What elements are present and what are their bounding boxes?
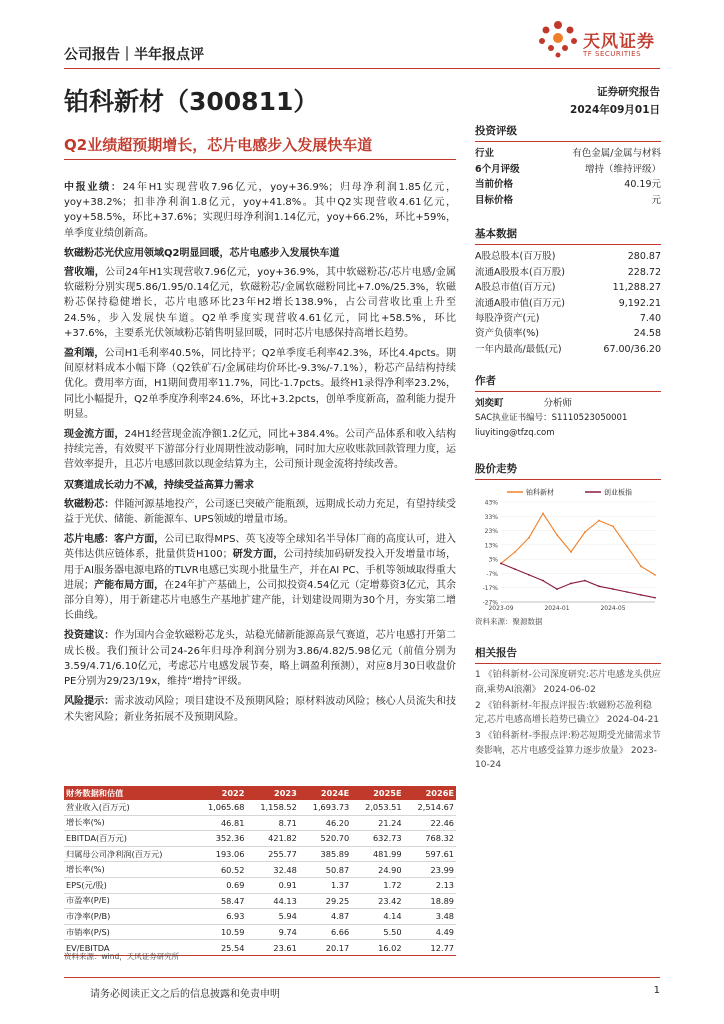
sidebar [475,123,661,774]
table-cell: 193.06 [194,846,246,862]
paragraph-revenue [64,265,456,341]
table-row [64,924,456,940]
table-cell: 2,053.51 [351,800,403,815]
y-tick-label: 13% [484,542,498,550]
basic-data-row [475,342,661,357]
table-cell: 421.82 [246,831,298,847]
author-title: 作者 [475,373,661,392]
table-cell: EBITDA(百万元) [64,831,194,847]
y-tick-label: -7% [486,571,498,579]
table-cell: 增长率(%) [64,862,194,878]
paragraph-head: 软磁粉芯： [64,498,115,510]
kv-key: 当前价格 [475,179,514,191]
table-body [64,800,456,955]
table-cell: 5.50 [351,924,403,940]
table-row [64,909,456,925]
table-header-cell: 2026E [404,786,456,800]
y-tick-label: 33% [484,514,498,522]
table-header-cell: 2023 [246,786,298,800]
header-divider [64,68,660,69]
paragraph-head: 芯片电感： [64,534,115,546]
kv-value: 24.58 [633,328,661,340]
series-point [528,574,530,576]
paragraph-chip-inductor [64,532,456,623]
table-cell: 1.72 [351,877,403,893]
author-email[interactable]: liuyiting@tfzq.com [475,428,555,439]
kv-key: 资产负债率(%) [475,328,539,340]
rating-title: 投资评级 [475,123,661,142]
table-cell: 2,514.67 [404,800,456,815]
table-cell: 10.59 [194,924,246,940]
kv-value: 40.19元 [624,179,661,191]
kv-key: 6个月评级 [475,163,520,175]
table-row [64,893,456,909]
table-cell: 6.66 [299,924,351,940]
table-cell: 16.02 [351,940,403,956]
x-tick-label: 2024-01 [544,605,570,613]
table-header-cell: 2024E [299,786,351,800]
paragraph-text: 在24年扩产基础上，公司拟投资4.54亿元（定增募资3亿元，其余部分自筹），用于新建芯片电感生产基地扩建产能，计划建设周期为30个月，夯实第二增长曲线。 [64,579,457,622]
financial-table-source: 资料来源：wind，天风证券研究所 [64,952,180,961]
kv-value: 增持（维持评级） [584,163,661,175]
table-cell: 18.89 [404,893,456,909]
table-cell: 6.93 [194,909,246,925]
stock-chart-source: 资料来源：聚源数据 [475,617,543,627]
table-cell: 21.24 [351,815,403,831]
report-label: 证券研究报告 [597,86,660,98]
table-row [64,831,456,847]
stock-chart-svg [475,484,661,614]
paragraph-text: 公司持续加码研发投入开发增量市场，用于AI服务器电源电路的TLVR电感已实现小批量生产，并在AI PC、手机等领域取得重大进展； [64,549,457,591]
paragraph-subhead: 客户方面， [114,534,165,546]
table-cell: 3.48 [404,909,456,925]
paragraph-head: 投资建议： [64,630,115,642]
paragraph-text: 24H1经营现金流净额1.2亿元，同比+384.4%。公司产品体系和收入结构持续完善，有效熨平下游部分行业周期性波动影响，同时加大应收账款回款管理力度，运营效率提升，且芯片电感回款以现金结算为主，公司预计现金流将持续改善。 [64,429,456,471]
paragraph-head: 中报业绩： [64,182,123,193]
series-point [640,594,642,596]
table-cell: 32.48 [246,862,298,878]
paragraph-head: 盈利端， [64,348,105,360]
series-line-2 [501,564,655,598]
kv-value: 280.87 [627,251,661,263]
table-cell: 20.17 [299,940,351,956]
author-name: 刘奕町 [475,398,504,410]
series-point [626,546,628,548]
paragraph-text: 公司已取得MPS、英飞凌等全球知名半导体厂商的高度认可，进入英伟达供应链体系，批量供货H100； [64,534,457,561]
report-type: 公司报告｜半年报点评 [64,47,204,63]
table-row [64,815,456,831]
report-date: 2024年09月01日 [570,104,660,116]
kv-key: A股总市值(百万元) [475,282,556,294]
table-cell: 2.13 [404,877,456,893]
related-report-item[interactable]: 2 《铂科新材-年报点评报告:软磁粉芯盈利稳定,芯片电感高增长趋势已确立》 2024-04-21 [475,700,660,726]
table-cell: 597.61 [404,846,456,862]
table-cell: 4.87 [299,909,351,925]
table-cell: 768.32 [404,831,456,847]
kv-value: 67.00/36.20 [603,343,661,355]
table-header-cell: 2025E [351,786,403,800]
rating-target [475,193,661,209]
y-tick-label: 23% [484,528,498,536]
y-tick-label: 43% [484,499,498,507]
logo-english-name: TF SECURITIES [583,50,642,58]
table-row [64,862,456,878]
table-cell: 60.52 [194,862,246,878]
stock-chart [475,484,661,614]
table-cell: 市销率(P/S) [64,924,194,940]
series-point [654,574,656,576]
table-cell: 归属母公司净利润(百万元) [64,846,194,862]
kv-key: 每股净资产(元) [475,313,540,324]
series-point [542,580,544,582]
y-tick-label: 3% [488,556,498,564]
main-body [64,180,456,730]
table-cell: 46.20 [299,815,351,831]
paragraph-text: 24年H1实现营收7.96亿元，yoy+36.9%；归母净利润1.85亿元，yoy+38.2%；扣非净利润1.8亿元，yoy+41.8%。其中Q2实现营收4.61亿元，yoy+58.5%，环比+37.6%；实现归母净利润1.14亿元，yoy+66.2%，环比+59%，单季度业绩创新高。 [64,182,457,239]
table-cell: 12.77 [404,940,456,956]
paragraph-investment-advice [64,628,456,689]
paragraph-head: 营收端， [64,267,106,279]
series-point [528,537,530,539]
kv-key: 流通A股市值(百万元) [475,297,565,309]
company-logo-icon [535,16,581,62]
series-point [514,551,516,553]
footer-divider [64,977,660,978]
series-point [556,588,558,590]
table-cell: EV/EBITDA [64,940,194,956]
table-cell: 385.89 [299,846,351,862]
table-cell: 4.14 [351,909,403,925]
basic-data-list [475,249,661,357]
kv-key: 一年内最高/最低(元) [475,343,562,355]
paragraph-risk [64,694,456,724]
series-point [612,588,614,590]
basic-data-row [475,311,661,326]
table-cell: 23.61 [246,940,298,956]
basic-data-title: 基本数据 [475,226,661,245]
paragraph-text: 需求波动风险；项目建设不及预期风险；原材料波动风险；核心人员流失和技术失密风险；新业务拓展不及预期风险。 [64,696,457,723]
rating-industry [475,146,661,162]
table-cell: 0.91 [246,877,298,893]
table-cell: 22.46 [404,815,456,831]
kv-key: 行业 [475,148,495,159]
series-point [640,566,642,568]
table-cell: 24.90 [351,862,403,878]
paragraph-text: 伴随河源基地投产，公司逐已突破产能瓶颈，远期成长动力充足，有望持续受益于光伏、储能、新能源车、UPS领域的增量市场。 [64,498,457,526]
table-cell: EPS(元/股) [64,877,194,893]
table-cell: 23.42 [351,893,403,909]
paragraph-powder-core [64,497,456,527]
basic-data-row [475,280,661,295]
company-title: 铂科新材（300811） [64,87,319,116]
paragraph-cashflow [64,427,456,473]
table-cell: 352.36 [194,831,246,847]
author-role: 分析师 [543,398,573,410]
series-point [570,583,572,585]
table-cell: 9.74 [246,924,298,940]
author-name-line [475,396,661,411]
basic-data-row [475,296,661,311]
y-tick-label: -17% [482,585,498,593]
legend-label: 创业板指 [604,488,632,497]
table-row [64,846,456,862]
section-heading: 软磁粉芯光伏应用领域Q2明显回暖，芯片电感步入发展快车道 [64,247,340,259]
table-cell: 25.54 [194,940,246,956]
rating-6m [475,162,661,178]
series-point [598,520,600,522]
kv-value: 9,192.21 [618,297,661,309]
table-cell: 5.94 [246,909,298,925]
rating-price [475,177,661,193]
table-header-cell: 财务数据和估值 [64,786,194,800]
table-cell: 1,065.68 [194,800,246,815]
author-sac: SAC执业证书编号：S1110523050001 [475,413,628,424]
table-cell: 46.81 [194,815,246,831]
table-cell: 58.47 [194,893,246,909]
table-cell: 520.70 [299,831,351,847]
x-tick-label: 2023-09 [488,605,514,613]
basic-data-row [475,326,661,341]
series-point [598,586,600,588]
table-row [64,800,456,815]
section-heading: 双赛道成长动力不减，持续受益高算力需求 [64,479,254,491]
table-cell: 1.37 [299,877,351,893]
table-cell: 8.71 [246,815,298,831]
series-point [500,563,502,565]
table-header-cell: 2022 [194,786,246,800]
table-cell: 营业收入(百万元) [64,800,194,815]
stock-chart-title: 股价走势 [475,461,661,480]
kv-value: 7.40 [639,313,661,324]
table-cell: 市净率(P/B) [64,909,194,925]
table-cell: 50.87 [299,862,351,878]
series-point [626,591,628,593]
series-point [556,534,558,536]
kv-value: 元 [651,194,661,206]
y-tick-label: -27% [482,599,498,607]
related-reports-list [475,668,661,772]
series-point [584,580,586,582]
kv-value: 有色金属/金属与材料 [572,148,661,159]
related-report-item[interactable]: 3 《铂科新材-季报点评:粉芯短期受光储需求节奏影响，芯片电感受益算力逐步放量》 2023-10-24 [475,731,661,770]
series-point [570,551,572,553]
paragraph-interim-results [64,180,456,241]
table-cell: 632.73 [351,831,403,847]
kv-key: 目标价格 [475,194,514,206]
series-point [584,531,586,533]
kv-key: 流通A股股本(百万股) [475,266,565,278]
basic-data-row [475,265,661,280]
kv-key: A股总股本(百万股) [475,251,556,263]
table-cell: 23.99 [404,862,456,878]
related-reports-title: 相关报告 [475,645,661,664]
series-point [542,513,544,515]
report-subtitle: Q2业绩超预期增长，芯片电感步入发展快车道 [64,136,373,154]
series-line-1 [501,514,655,576]
table-cell: 255.77 [246,846,298,862]
page-number: 1 [653,985,660,996]
series-point [514,568,516,570]
table-row [64,877,456,893]
series-point [654,597,656,599]
paragraph-head: 现金流方面， [64,429,125,441]
table-cell: 市盈率(P/E) [64,893,194,909]
paragraph-text: 作为国内合金软磁粉芯龙头，站稳光储新能源高景气赛道，芯片电感打开第二成长极。我们预计公司24-26年归母净利润分别为3.86/4.82/5.98亿元（前值分别为3.59/4.71/6.10亿元，考虑芯片电感发展节奏，略上调盈利预测），对应8月30日收盘价PE分别为29/23/19x，维持“增持”评级。 [64,630,457,688]
table-cell: 0.69 [194,877,246,893]
financial-table [64,786,456,956]
legend-label: 铂科新材 [526,488,554,497]
table-cell: 4.49 [404,924,456,940]
logo-name: 天风证券 [583,32,655,52]
series-point [612,526,614,528]
paragraph-profit [64,346,456,422]
kv-value: 11,288.27 [612,282,661,294]
paragraph-text: 公司H1毛利率40.5%，同比持平；Q2单季度毛利率42.3%，环比4.4pcts。期间原材料成本小幅下降（Q2铁矿石/金属硅均价环比-9.3%/-7.1%），粉芯产品结构持续优化。费用率方面，H1期间费用率11.7%，同比-1.7pcts。最终H1录得净利率23.2%，同比小幅提升，Q2单季度净利率24.6%，环比+3.2pcts，创单季度新高，盈利能力提升明显。 [64,348,457,420]
table-cell: 1,693.73 [299,800,351,815]
table-cell: 44.13 [246,893,298,909]
footer-disclaimer: 请务必阅读正文之后的信息披露和免责申明 [90,989,280,1000]
kv-value: 228.72 [627,266,661,278]
paragraph-text: 公司24年H1实现营收7.96亿元，yoy+36.9%，其中软磁粉芯/芯片电感/金属软磁粉分别实现5.86/1.95/0.14亿元，软磁粉芯/金属软磁粉同比+7.0%/25.3%，软磁粉芯保持稳健增长，芯片电感环比23年H2增长138.9%，占公司营收比重上升至24.5%，步入发展快车道。Q2单季度实现营收4.61亿元，同比+58.5%，环比+37.6%，主要系光伏领域粉芯销售明显回暖，同时芯片电感保持高增长趋势。 [64,267,457,339]
related-report-item[interactable]: 1 《铂科新材-公司深度研究:芯片电感龙头供应商,乘势AI浪潮》 2024-06-02 [475,670,661,695]
paragraph-subhead: 产能布局方面， [94,579,165,591]
x-tick-label: 2024-05 [600,605,626,613]
basic-data-row [475,249,661,264]
table-cell: 1,158.52 [246,800,298,815]
paragraph-head: 风险提示： [64,696,115,708]
table-cell: 增长率(%) [64,815,194,831]
table-header-row [64,786,456,800]
paragraph-subhead: 研发方面， [232,549,284,561]
table-cell: 481.99 [351,846,403,862]
subtitle-divider [64,159,456,160]
table-cell: 29.25 [299,893,351,909]
